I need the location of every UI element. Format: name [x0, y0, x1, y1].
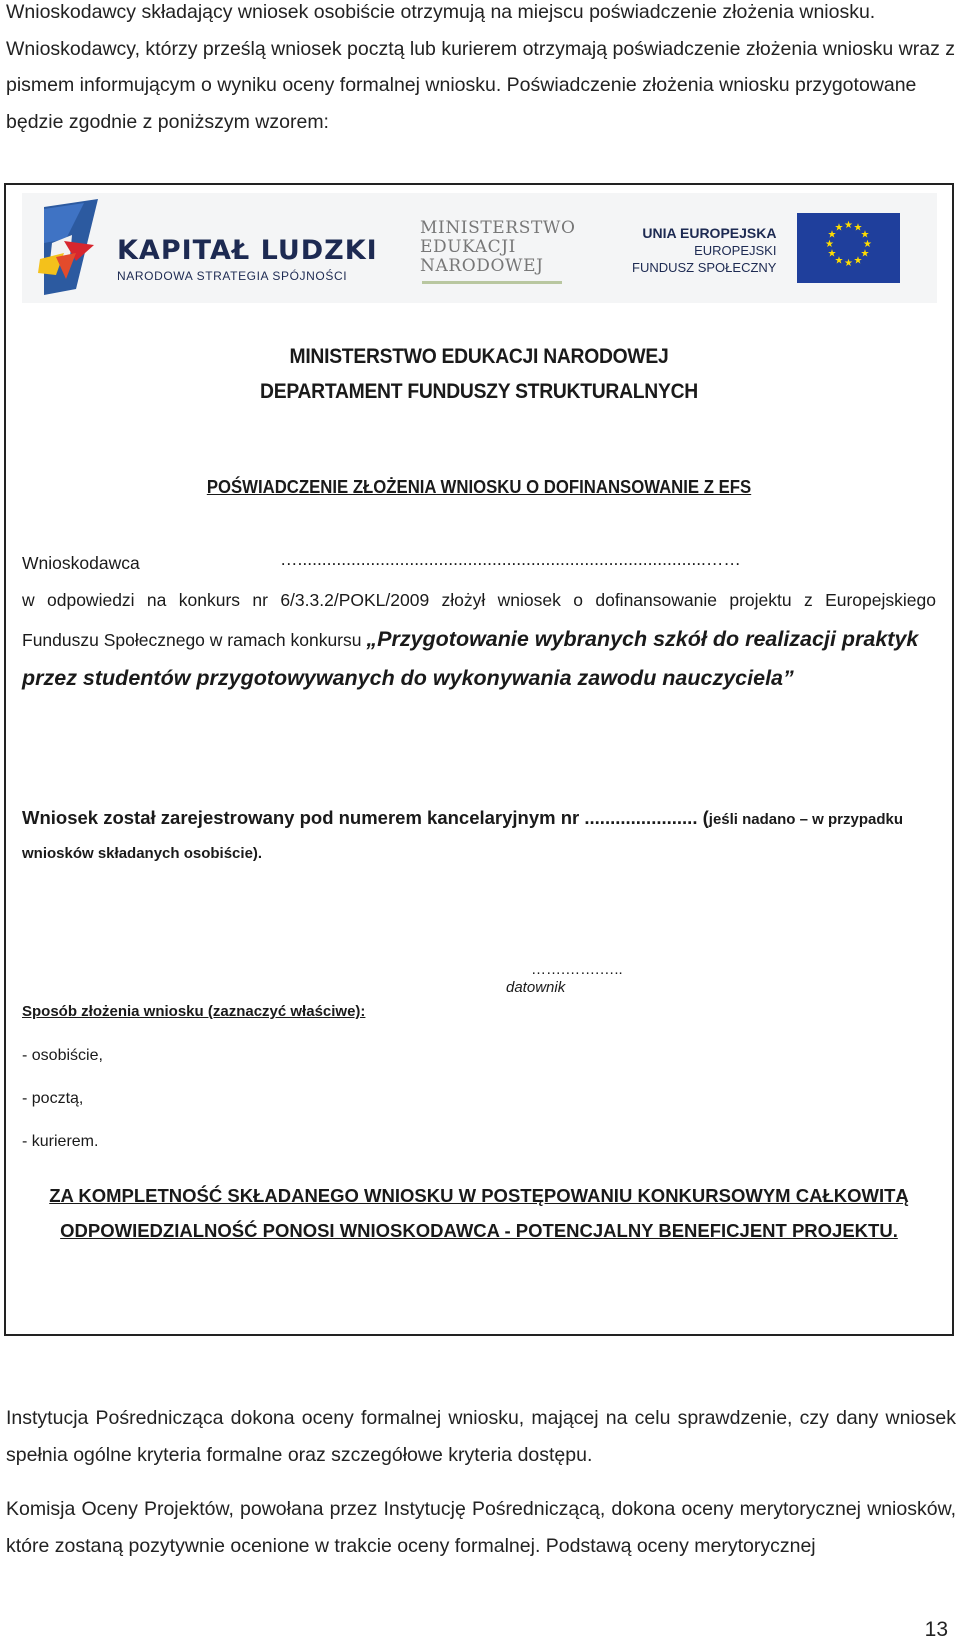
konkurs-word: projektu	[729, 590, 792, 610]
svg-text:★: ★	[844, 258, 853, 269]
page-number: 13	[924, 1618, 948, 1641]
ministry-logo	[420, 219, 576, 276]
registration-text: Wniosek został zarejestrowany pod numerem kancelaryjnym nr ......................	[22, 807, 698, 828]
heading-ministry: MINISTERSTWO EDUKACJI NARODOWEJ	[289, 345, 669, 368]
eu-logo-line2: EUROPEJSKI	[694, 243, 777, 258]
heading-department: DEPARTAMENT FUNDUSZY STRUKTURALNYCH	[260, 380, 698, 403]
stamp-fill-line: …….…….…..	[531, 961, 623, 978]
svg-text:★: ★	[825, 239, 834, 250]
ministry-logo-line1: MINISTERSTWO	[420, 218, 576, 238]
konkurs-word: konkurs	[178, 590, 241, 610]
submission-option-personal: - osobiście,	[22, 1047, 103, 1064]
svg-text:★: ★	[834, 255, 844, 267]
ministry-logo-line3: NARODOWEJ	[420, 256, 544, 276]
warning-line1: ZA KOMPLETNOŚĆ SKŁADANEGO WNIOSKU W POSTĘPOWANIU KONKURSOWYM CAŁKOWITĄ	[49, 1185, 909, 1206]
applicant-label: Wnioskodawca	[22, 553, 140, 573]
institution-paragraph: Instytucja Pośrednicząca dokona oceny formalnej wniosku, mającej na celu sprawdzenie, czy dany wniosek spełnia ogólne kryteria formalne oraz szczegółowe kryteria dostępu.	[6, 1407, 956, 1466]
fund-text: Funduszu Społecznego w ramach konkursu	[22, 630, 367, 650]
submission-option-post: - pocztą,	[22, 1090, 84, 1107]
kapital-ludzki-subtitle: NARODOWA STRATEGIA SPÓJNOŚCI	[117, 269, 348, 283]
registration-paren: (	[697, 807, 709, 828]
project-title-part1: „Przygotowanie wybranych szkół do realizacji praktyk	[366, 627, 919, 651]
logo-banner	[22, 193, 937, 303]
konkurs-word: z	[803, 590, 813, 610]
ministry-logo-underline	[422, 281, 562, 284]
konkurs-line	[22, 590, 936, 611]
konkurs-word: odpowiedzi	[47, 590, 135, 610]
eu-logo-text	[632, 225, 776, 276]
intro-paragraph: Wnioskodawcy składający wniosek osobiście otrzymują na miejscu poświadczenie złożenia wniosku. Wnioskodawcy, którzy prześlą wniosek pocztą lub kurierem otrzymają poświadczenie złożenia wniosku wraz z pismem informującym o wyniku oceny formalnej wniosku. Poświadczenie złożenia wniosku przygotowane będzie zgodnie z poniższym wzorem:	[6, 1, 956, 133]
konkurs-word: Europejskiego	[825, 590, 936, 610]
registration-line	[22, 807, 903, 829]
konkurs-word: na	[146, 590, 167, 610]
fund-line	[22, 627, 918, 652]
project-title-part2: przez studentów przygotowywanych do wykonywania zawodu nauczyciela”	[22, 666, 794, 690]
svg-text:★: ★	[853, 222, 863, 234]
konkurs-word: wniosek	[497, 590, 561, 610]
heading-confirmation: POŚWIADCZENIE ZŁOŻENIA WNIOSKU O DOFINANSOWANIE Z EFS	[206, 477, 752, 497]
eu-flag-icon	[797, 213, 900, 283]
konkurs-word: o	[573, 590, 583, 610]
konkurs-word: w	[22, 590, 35, 610]
registration-note: jeśli nadano – w przypadku	[708, 811, 903, 828]
kapital-ludzki-title: KAPITAŁ LUDZKI	[117, 235, 378, 266]
warning-line2: ODPOWIEDZIALNOŚĆ PONOSI WNIOSKODAWCA - POTENCJALNY BENEFICJENT PROJEKTU.	[60, 1220, 898, 1241]
konkurs-word: złożył	[441, 590, 486, 610]
svg-text:★: ★	[827, 248, 837, 260]
registration-note-cont: wniosków składanych osobiście).	[22, 845, 263, 862]
svg-text:★: ★	[853, 255, 863, 267]
svg-text:★: ★	[834, 222, 844, 234]
svg-text:★: ★	[860, 229, 870, 241]
konkurs-word: nr	[252, 590, 268, 610]
kapital-ludzki-logo	[117, 237, 378, 283]
svg-text:★: ★	[863, 239, 872, 250]
eu-logo-line1: UNIA EUROPEJSKA	[642, 225, 777, 241]
svg-text:★: ★	[860, 248, 870, 260]
stamp-label: datownik	[506, 979, 566, 996]
ministry-logo-line2: EDUKACJI	[420, 237, 516, 257]
submission-option-courier: - kurierem.	[22, 1133, 99, 1150]
kapital-ludzki-emblem-icon	[36, 199, 106, 299]
konkurs-number: 6/3.3.2/POKL/2009	[280, 590, 430, 610]
submission-method-label: Sposób złożenia wniosku (zaznaczyć właściwe):	[22, 1003, 366, 1020]
commission-paragraph: Komisja Oceny Projektów, powołana przez Instytucję Pośredniczącą, dokona oceny merytorycznej wniosków, które zostaną pozytywnie ocenione w trakcie oceny formalnej. Podstawą oceny merytorycznej	[6, 1498, 956, 1557]
confirmation-form-template	[4, 183, 954, 1336]
konkurs-word: dofinansowanie	[595, 590, 717, 610]
svg-text:★: ★	[827, 229, 837, 241]
applicant-fill-line: …....................................................................................……	[280, 549, 741, 569]
svg-text:★: ★	[844, 220, 853, 231]
eu-logo-line3: FUNDUSZ SPOŁECZNY	[632, 260, 777, 275]
